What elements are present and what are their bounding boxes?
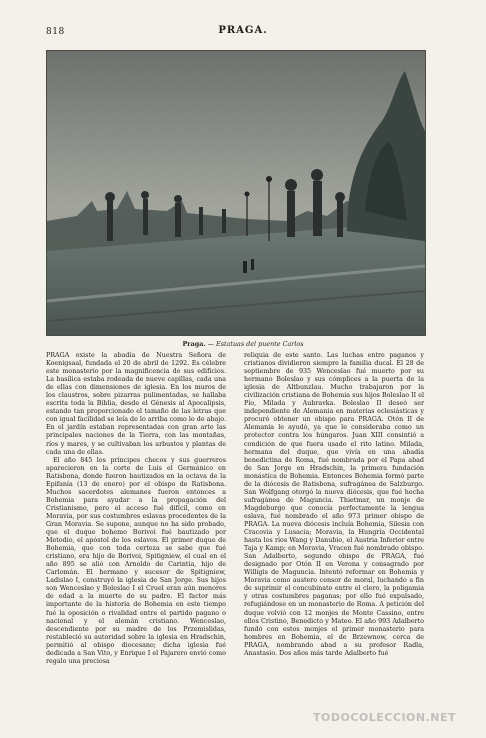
article-right-column (244, 352, 424, 658)
article-left-column (46, 352, 226, 666)
figure-caption (0, 340, 486, 348)
paragraph: El año 845 los príncipes checos y sus guerreros aparecieron en la corte de Luis el Germánico en Ratisbona, donde fueron bautizados en la octava de la Epifanía (13 de enero) por el obispo de Ratisbona. Muchos sacerdotes alemanes fueron entonces a Bohemia para ayudar a la propagación del Cristianismo, pero el acceso fué difícil, como en Moravia, por sus costumbres eslavas procedentes de la Gran Moravia. Se supone, aunque no ha sido probado, que el duque bohemo Borivoi fué bautizado por Metodio, el apóstol de los eslavos. El primer duque de Bohemia, que con toda certeza se sabe que fué cristiano, era hijo de Borivoi, Spitigniew, el cual en el año 895 se alió con Arnoldo de Carintia, hijo de Carlomán. El hermano y sucesor de Spitigniew, Ladislao I, construyó la iglesia de San Jorge. Sus hijos son Wenceslao y Boleslao I el Cruel eran aún menores de edad a la muerte de su padre. El factor más importante de la historia de Bohemia en este tiempo fué la oposición o rivalidad entre el partido pagano o nacional y el alemán cristiano. Wenceslao, descendiente por su madre de los Przemislidas, restableció su autoridad sobre la iglesia en Hradschin, permitió al obispo diocesano; dicha iglesia fué dedicada a San Vito, y Enrique I el Pajarero envió como regalo una preciosa (46, 456, 226, 665)
watermark: TODOCOLECCION.NET (313, 711, 456, 724)
caption-place: Praga. (182, 340, 206, 348)
caption-text: — Estatuas del puente Carlos (205, 340, 304, 348)
running-head: PRAGA. (218, 25, 268, 36)
engraving-illustration (47, 51, 425, 335)
page-number: 818 (46, 27, 65, 37)
paragraph: reliquia de este santo. Las luchas entre paganos y cristianos dividieron siempre la familia ducal. El 28 de septiembre de 935 Wenceslao fué muerto por su hermano Boleslao y sus cómplices a la puerta de la iglesia de Altbunzlau. Mucho trabajaron por la civilización cristiana de Bohemia sus hijos Boleslao II el Pío, Milada y Aubravka. Boleslao II deseó ser independiente de Alemania en materias eclesiásticas y procuró obtener un obispo para PRAGA. Otón II de Alemania le ayudó, ya que le consideraba como un protector contra los húngaros. Juan XIII consintió a condición de que fuera usado el rito latino. Milada, hermana del duque, que vivía en una abadía benedictina de Roma, fué nombrada por el Papa abad de San Jorge en Hradschin, la primera fundación monástica de Bohemia. Entonces Bohemia formó parte de la diócesis de Ratisbona, sufragánea de Salzburgo. San Wolfgang otorgó la nueva diócesis, que fué hecha sufragánea de Maguncia. Thietmar, un monje de Magdeburgo que conocía perfectamente la lengua eslava, fué nombrado el año 973 primer obispo de PRAGA. La nueva diócesis incluía Bohemia, Silesia con Cracovia y Lusacia; Moravia, la Hungría Occidental hasta los ríos Wang y Danubio, el Austria Inferior entre Taja y Kamp; en Moravia, Vracen fué nombrado obispo. San Adalberto, segundo obispo de PRAGA, fué designado por Otón II en Verona y consagrado por Willigis de Maguncia. Intentó reformar en Bohemia y Moravia como austero censor de moral, luchando a fin de suprimir el concubinato entre el clero, la poligamia y otras costumbres paganas; por ello fué expulsado, refugiándose en un monasterio de Roma. A petición del duque volvió con 12 monjes de Monte Cassino, entre ellos Cristino, Benedicto y Mateo. El año 993 Adalberto fundó con estos monjes el primer monasterio para hombres en Bohemia, el de Brzewnow, cerca de PRAGA, nombrando abad a su profesor Radla, Anastasio. Dos años más tarde Adalberto fué (244, 352, 424, 657)
engraving-charles-bridge (46, 50, 426, 336)
paragraph: PRAGA existe la abadía de Nuestra Señora de Koenigsaal, fundada el 20 de abril de 1292. Es célebre este monasterio por la magnificencia de sus edificios. La basílica estaba rodeada de nueve capillas, cada una de ellas con dimensiones de iglesia. En los muros de los claustros, sobre pizarras pulimentadas, se hallaba escrita toda la Biblia, desde el Génesis al Apocalipsis, estando tan proporcionado el tamaño de las letras que con igual facilidad se leía de lo arriba como lo de abajo. En el jardín estaban representadas con gran arte las principales naciones de la Tierra, con las montañas, ríos y mares, y se cultivaban los arbustos y plantas de cada una de ellas. (46, 352, 226, 456)
